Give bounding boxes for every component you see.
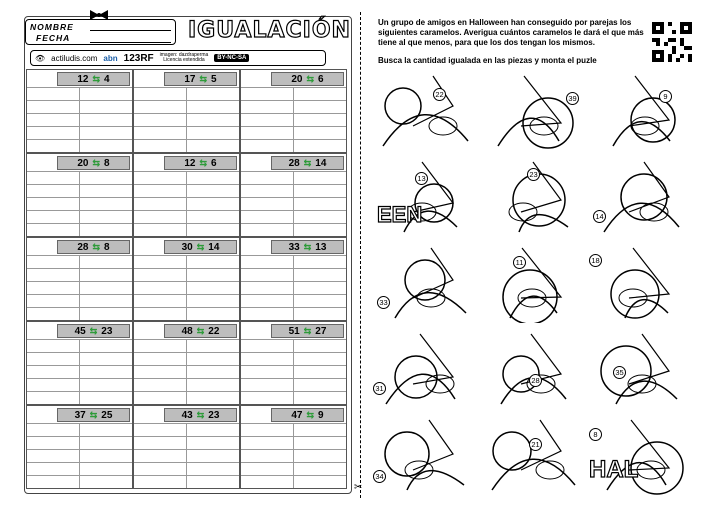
puzzle-piece[interactable] bbox=[589, 152, 697, 237]
puzzle-piece[interactable] bbox=[373, 152, 481, 237]
answer-divider bbox=[186, 255, 187, 320]
piece-number: 9 bbox=[659, 90, 672, 103]
amount-a: 12 bbox=[184, 157, 196, 169]
card-header bbox=[57, 408, 130, 422]
halloween-drawing-icon bbox=[481, 66, 589, 151]
amount-b: 27 bbox=[315, 325, 327, 337]
amount-b: 25 bbox=[101, 409, 113, 421]
exercise-card bbox=[240, 405, 347, 489]
answer-divider bbox=[79, 423, 80, 488]
exercise-card bbox=[133, 153, 240, 237]
card-header bbox=[271, 324, 344, 338]
instructions-text: Un grupo de amigos en Halloween han conseguido por parejas los siguientes caramelos. Averigua cuántos caramelos le dará el que más tiene al que menos, para que los dos tengan los mismos. bbox=[378, 18, 644, 47]
halloween-drawing-icon bbox=[373, 410, 481, 495]
piece-number: 31 bbox=[373, 382, 386, 395]
amount-a: 45 bbox=[74, 325, 86, 337]
swap-arrows-icon: ⇆ bbox=[196, 241, 205, 252]
card-header bbox=[164, 408, 237, 422]
card-header bbox=[271, 408, 344, 422]
exercise-card bbox=[133, 69, 240, 153]
scissors-icon: ✂ bbox=[354, 482, 363, 493]
answer-divider bbox=[186, 171, 187, 236]
puzzle-piece[interactable] bbox=[481, 410, 589, 495]
swap-arrows-icon: ⇆ bbox=[92, 157, 101, 168]
exercise-card bbox=[240, 321, 347, 405]
answer-divider bbox=[79, 87, 80, 152]
piece-number: 11 bbox=[513, 256, 526, 269]
answer-divider bbox=[293, 255, 294, 320]
answer-divider bbox=[186, 423, 187, 488]
card-header bbox=[57, 324, 130, 338]
amount-a: 43 bbox=[181, 409, 193, 421]
swap-arrows-icon: ⇆ bbox=[92, 241, 101, 252]
amount-a: 33 bbox=[288, 241, 300, 253]
puzzle-piece[interactable] bbox=[373, 66, 481, 151]
answer-divider bbox=[79, 171, 80, 236]
amount-b: 22 bbox=[208, 325, 220, 337]
puzzle-piece[interactable] bbox=[481, 324, 589, 409]
name-line bbox=[90, 30, 171, 31]
answer-divider bbox=[293, 87, 294, 152]
task-text: Busca la cantidad igualada en las piezas y monta el puzle bbox=[378, 56, 597, 65]
amount-b: 9 bbox=[318, 409, 324, 421]
piece-word: HAL bbox=[589, 456, 639, 483]
piece-number: 33 bbox=[377, 296, 390, 309]
answer-divider bbox=[186, 339, 187, 404]
amount-a: 51 bbox=[288, 325, 300, 337]
exercise-card bbox=[26, 69, 133, 153]
swap-arrows-icon: ⇆ bbox=[306, 73, 315, 84]
amount-a: 47 bbox=[291, 409, 303, 421]
exercise-card bbox=[26, 153, 133, 237]
amount-b: 6 bbox=[318, 73, 324, 85]
card-header bbox=[164, 72, 237, 86]
piece-number: 18 bbox=[589, 254, 602, 267]
puzzle-piece[interactable] bbox=[589, 66, 697, 151]
puzzle-pieces bbox=[373, 66, 697, 496]
amount-a: 28 bbox=[288, 157, 300, 169]
exercise-card bbox=[133, 237, 240, 321]
abn-logo: abn bbox=[103, 53, 118, 63]
amount-a: 48 bbox=[181, 325, 193, 337]
puzzle-piece[interactable] bbox=[481, 238, 589, 323]
exercise-card bbox=[133, 405, 240, 489]
amount-a: 28 bbox=[77, 241, 89, 253]
exercise-card bbox=[133, 321, 240, 405]
exercise-card bbox=[240, 69, 347, 153]
answer-divider bbox=[79, 339, 80, 404]
puzzle-piece[interactable] bbox=[373, 324, 481, 409]
swap-arrows-icon: ⇆ bbox=[196, 409, 205, 420]
halloween-drawing-icon bbox=[373, 66, 481, 151]
amount-b: 14 bbox=[208, 241, 220, 253]
puzzle-piece[interactable] bbox=[589, 324, 697, 409]
amount-b: 14 bbox=[315, 157, 327, 169]
answer-divider bbox=[79, 255, 80, 320]
cc-badge: BY-NC-SA bbox=[214, 54, 249, 62]
puzzle-piece[interactable] bbox=[589, 238, 697, 323]
piece-number: 21 bbox=[529, 438, 542, 451]
card-header bbox=[271, 72, 344, 86]
credits-bar bbox=[30, 50, 326, 66]
eye-icon: 👁 bbox=[35, 53, 46, 63]
piece-number: 8 bbox=[589, 428, 602, 441]
puzzle-piece[interactable] bbox=[481, 66, 589, 151]
halloween-drawing-icon bbox=[481, 152, 589, 237]
answer-divider bbox=[293, 423, 294, 488]
amount-b: 4 bbox=[104, 73, 110, 85]
amount-b: 13 bbox=[315, 241, 327, 253]
piece-number: 14 bbox=[593, 210, 606, 223]
card-header bbox=[164, 240, 237, 254]
answer-divider bbox=[293, 171, 294, 236]
puzzle-piece[interactable] bbox=[373, 410, 481, 495]
halloween-drawing-icon bbox=[373, 238, 481, 323]
swap-arrows-icon: ⇆ bbox=[199, 73, 208, 84]
halloween-drawing-icon bbox=[481, 410, 589, 495]
cut-line bbox=[360, 12, 361, 498]
answer-divider bbox=[293, 339, 294, 404]
page-title: IGUALACIÓN bbox=[188, 18, 351, 43]
name-label: NOMBRE bbox=[30, 22, 74, 32]
card-header bbox=[57, 240, 130, 254]
answer-divider bbox=[186, 87, 187, 152]
amount-a: 20 bbox=[291, 73, 303, 85]
swap-arrows-icon: ⇆ bbox=[92, 73, 101, 84]
exercise-card bbox=[240, 153, 347, 237]
halloween-drawing-icon bbox=[589, 324, 697, 409]
halloween-drawing-icon bbox=[589, 66, 697, 151]
amount-a: 17 bbox=[184, 73, 196, 85]
piece-number: 13 bbox=[415, 172, 428, 185]
halloween-drawing-icon bbox=[589, 152, 697, 237]
amount-b: 8 bbox=[104, 241, 110, 253]
piece-word: EEN bbox=[377, 202, 423, 227]
exercise-grid bbox=[26, 69, 346, 489]
swap-arrows-icon: ⇆ bbox=[306, 409, 315, 420]
exercise-card bbox=[26, 237, 133, 321]
amount-b: 23 bbox=[208, 409, 220, 421]
piece-number: 39 bbox=[566, 92, 579, 105]
piece-number: 28 bbox=[529, 374, 542, 387]
piece-number: 35 bbox=[613, 366, 626, 379]
card-header bbox=[271, 240, 344, 254]
swap-arrows-icon: ⇆ bbox=[303, 157, 312, 168]
piece-number: 22 bbox=[433, 88, 446, 101]
card-header bbox=[271, 156, 344, 170]
swap-arrows-icon: ⇆ bbox=[89, 409, 98, 420]
halloween-drawing-icon bbox=[373, 324, 481, 409]
exercise-card bbox=[240, 237, 347, 321]
halloween-drawing-icon bbox=[589, 238, 697, 323]
bow-icon bbox=[88, 10, 110, 20]
exercise-card bbox=[26, 405, 133, 489]
brand-logo: 123RF bbox=[123, 52, 154, 64]
piece-number: 34 bbox=[373, 470, 386, 483]
amount-b: 6 bbox=[211, 157, 217, 169]
swap-arrows-icon: ⇆ bbox=[199, 157, 208, 168]
halloween-drawing-icon bbox=[481, 238, 589, 323]
halloween-drawing-icon bbox=[481, 324, 589, 409]
image-note: imagen: dazdraperma bbox=[159, 52, 209, 58]
puzzle-piece[interactable] bbox=[589, 410, 697, 495]
amount-a: 37 bbox=[74, 409, 86, 421]
license-note: Licencia extendida bbox=[163, 57, 205, 63]
date-label: FECHA bbox=[36, 33, 71, 43]
swap-arrows-icon: ⇆ bbox=[89, 325, 98, 336]
piece-number: 23 bbox=[527, 168, 540, 181]
exercise-card bbox=[26, 321, 133, 405]
site-name: actiludis.com bbox=[51, 53, 98, 63]
amount-a: 30 bbox=[181, 241, 193, 253]
card-header bbox=[57, 72, 130, 86]
date-line bbox=[90, 42, 171, 43]
image-credit bbox=[160, 53, 209, 63]
puzzle-piece[interactable] bbox=[481, 152, 589, 237]
card-header bbox=[164, 324, 237, 338]
puzzle-piece[interactable] bbox=[373, 238, 481, 323]
amount-b: 8 bbox=[104, 157, 110, 169]
amount-a: 12 bbox=[77, 73, 89, 85]
swap-arrows-icon: ⇆ bbox=[303, 241, 312, 252]
card-header bbox=[164, 156, 237, 170]
amount-a: 20 bbox=[77, 157, 89, 169]
swap-arrows-icon: ⇆ bbox=[196, 325, 205, 336]
amount-b: 5 bbox=[211, 73, 217, 85]
swap-arrows-icon: ⇆ bbox=[303, 325, 312, 336]
qr-code-icon bbox=[652, 22, 692, 62]
amount-b: 23 bbox=[101, 325, 113, 337]
card-header bbox=[57, 156, 130, 170]
name-date-box bbox=[25, 19, 176, 45]
